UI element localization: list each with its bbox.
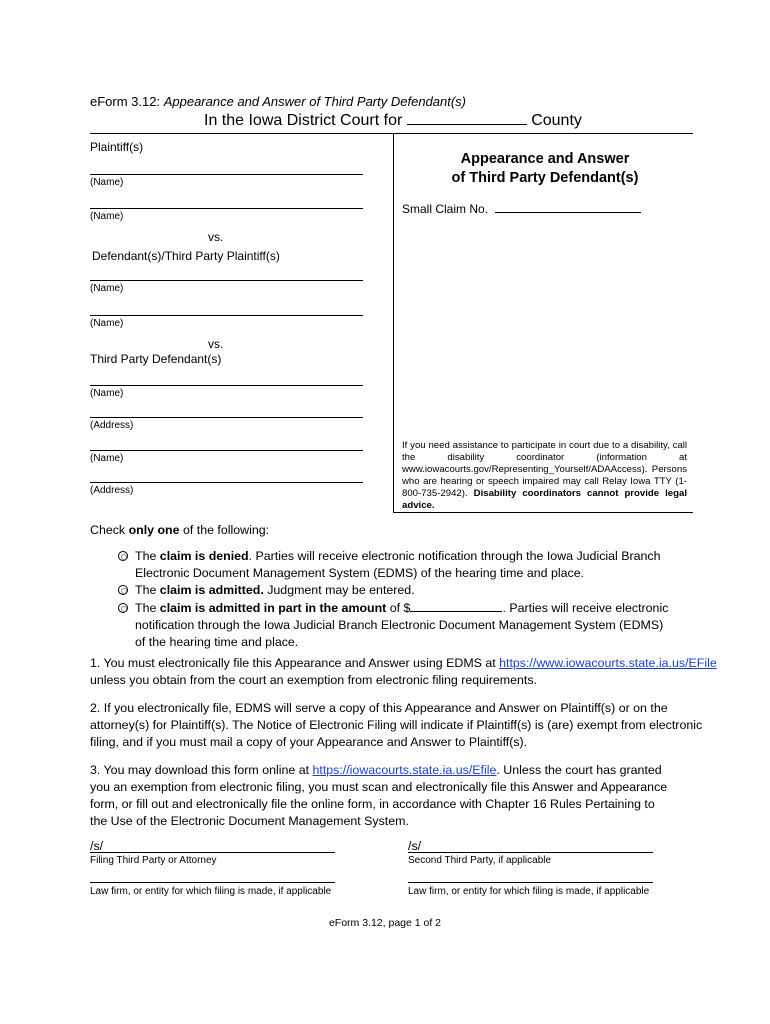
third-party-address-line-2[interactable] (90, 482, 363, 483)
efile-link[interactable]: https://www.iowacourts.state.ia.us/EFile (499, 656, 717, 670)
claim-number-row (402, 202, 641, 216)
radio-claim-denied[interactable] (118, 551, 128, 561)
firm-line-left[interactable] (90, 882, 335, 883)
instruction-2-line1: 2. If you electronically file, EDMS will serve a copy of this Appearance and Answer on Plaintiff(s) or on the (90, 701, 668, 715)
opt1-pre: The (135, 549, 160, 563)
option-claim-denied (135, 548, 661, 582)
caption-divider (393, 133, 394, 512)
defendants-label: Defendant(s)/Third Party Plaintiff(s) (92, 249, 280, 263)
vs-label-2: vs. (208, 337, 224, 351)
plaintiffs-label: Plaintiff(s) (90, 140, 144, 154)
assistance-text: If you need assistance to participate in court due to a disability, call the disability coordinator (information at www.iowacourts.gov/Representing_Yourself/ADAAccess). Persons who are hearing or speech impaired may call Relay Iowa TTY (1-800-735-2942). (402, 440, 687, 499)
caption-top-rule (90, 133, 693, 134)
opt2-bold: claim is admitted. (159, 583, 264, 597)
caption-bottom-rule (393, 512, 693, 513)
firm-caption-right: Law firm, or entity for which filing is made, if applicable (408, 886, 650, 897)
form-header (90, 94, 466, 109)
instruction-2-line2: attorney(s) for Plaintiff(s). The Notice of Electronic Filing will indicate if Plaintiff(s) is (are) exempt from electronic (90, 718, 703, 732)
opt2-pre: The (135, 583, 160, 597)
page-footer: eForm 3.12, page 1 of 2 (328, 917, 442, 929)
third-party-name-line-2[interactable] (90, 450, 363, 451)
assistance-bold-text: Disability coordinators cannot provide legal advice. (402, 488, 687, 511)
document-title (400, 150, 690, 188)
plaintiff-name-line-2[interactable] (90, 208, 363, 209)
name-caption: (Name) (90, 453, 124, 464)
name-caption: (Name) (90, 283, 124, 294)
third-party-label: Third Party Defendant(s) (90, 352, 222, 366)
court-prefix: In the Iowa District Court for (204, 112, 403, 129)
signature-caption-right: Second Third Party, if applicable (408, 855, 552, 866)
disability-assistance-notice (402, 440, 687, 512)
option-claim-admitted (135, 582, 415, 599)
instruction-2 (90, 700, 702, 751)
amount-blank[interactable] (410, 611, 502, 612)
defendant-name-line-1[interactable] (90, 280, 363, 281)
instruction-1 (90, 655, 717, 689)
form-name: Appearance and Answer of Third Party Defendant(s) (163, 94, 467, 109)
claim-number-blank[interactable] (495, 212, 641, 213)
opt3-mid: of $ (386, 601, 411, 615)
signature-prefix-left: /s/ (90, 839, 104, 853)
instruction-1-line2: unless you obtain from the court an exemption from electronic filing requirements. (90, 673, 537, 687)
firm-line-right[interactable] (408, 882, 653, 883)
opt3-line3: of the hearing time and place. (135, 635, 299, 649)
signature-line-right[interactable] (408, 852, 653, 853)
opt1-line2: Electronic Document Management System (EDMS) of the hearing time and place. (135, 566, 585, 580)
options-intro-post: of the following: (179, 523, 270, 537)
instruction-3-line4: the Use of the Electronic Document Management System. (90, 814, 409, 828)
instruction-3-text-b: . Unless the court has granted (496, 763, 662, 777)
options-intro-bold: only one (128, 523, 180, 537)
plaintiff-name-line-1[interactable] (90, 174, 363, 175)
instruction-1-text: 1. You must electronically file this Appearance and Answer using EDMS at (90, 656, 500, 670)
document-title-line-2: of Third Party Defendant(s) (451, 170, 639, 186)
vs-label-1: vs. (208, 230, 224, 244)
instruction-2-line3: filing, and if you must mail a copy of your Appearance and Answer to Plaintiff(s). (90, 735, 528, 749)
third-party-name-line-1[interactable] (90, 385, 363, 386)
instruction-3-line2: you an exemption from electronic filing, you must scan and electronically file this Answer and Appearance (90, 780, 668, 794)
name-caption: (Name) (90, 211, 124, 222)
opt3-bold: claim is admitted in part in the amount (159, 601, 387, 615)
signature-line-left[interactable] (90, 852, 335, 853)
opt3-rest: . Parties will receive electronic (502, 601, 669, 615)
claim-number-label: Small Claim No. (402, 202, 489, 216)
name-caption: (Name) (90, 318, 124, 329)
court-line (204, 112, 582, 130)
options-intro-pre: Check (90, 523, 129, 537)
options-intro (90, 522, 269, 539)
option-claim-admitted-in-part (135, 600, 668, 651)
defendant-name-line-2[interactable] (90, 315, 363, 316)
opt1-bold: claim is denied (159, 549, 249, 563)
signature-prefix-right: /s/ (408, 839, 422, 853)
download-form-link[interactable]: https://iowacourts.state.ia.us/Efile (312, 763, 497, 777)
firm-caption-left: Law firm, or entity for which filing is made, if applicable (90, 886, 332, 897)
name-caption: (Name) (90, 388, 124, 399)
form-id: eForm 3.12: (90, 94, 161, 109)
instruction-3 (90, 762, 667, 830)
name-caption: (Name) (90, 177, 124, 188)
instruction-3-text: 3. You may download this form online at (90, 763, 313, 777)
opt3-pre: The (135, 601, 160, 615)
opt2-rest: Judgment may be entered. (263, 583, 415, 597)
instruction-3-line3: form, or fill out and electronically file the online form, in accordance with Chapter 16 Rules Pertaining to (90, 797, 655, 811)
third-party-address-line-1[interactable] (90, 417, 363, 418)
address-caption: (Address) (90, 485, 134, 496)
radio-claim-admitted[interactable] (118, 585, 128, 595)
signature-caption-left: Filing Third Party or Attorney (90, 855, 217, 866)
address-caption: (Address) (90, 420, 134, 431)
county-blank[interactable] (407, 124, 527, 125)
opt1-rest: . Parties will receive electronic notification through the Iowa Judicial Branch (248, 549, 661, 563)
radio-claim-admitted-in-part[interactable] (118, 603, 128, 613)
document-title-line-1: Appearance and Answer (460, 151, 630, 167)
court-suffix: County (531, 112, 582, 129)
opt3-line2: notification through the Iowa Judicial Branch Electronic Document Management System (EDMS) (135, 618, 664, 632)
